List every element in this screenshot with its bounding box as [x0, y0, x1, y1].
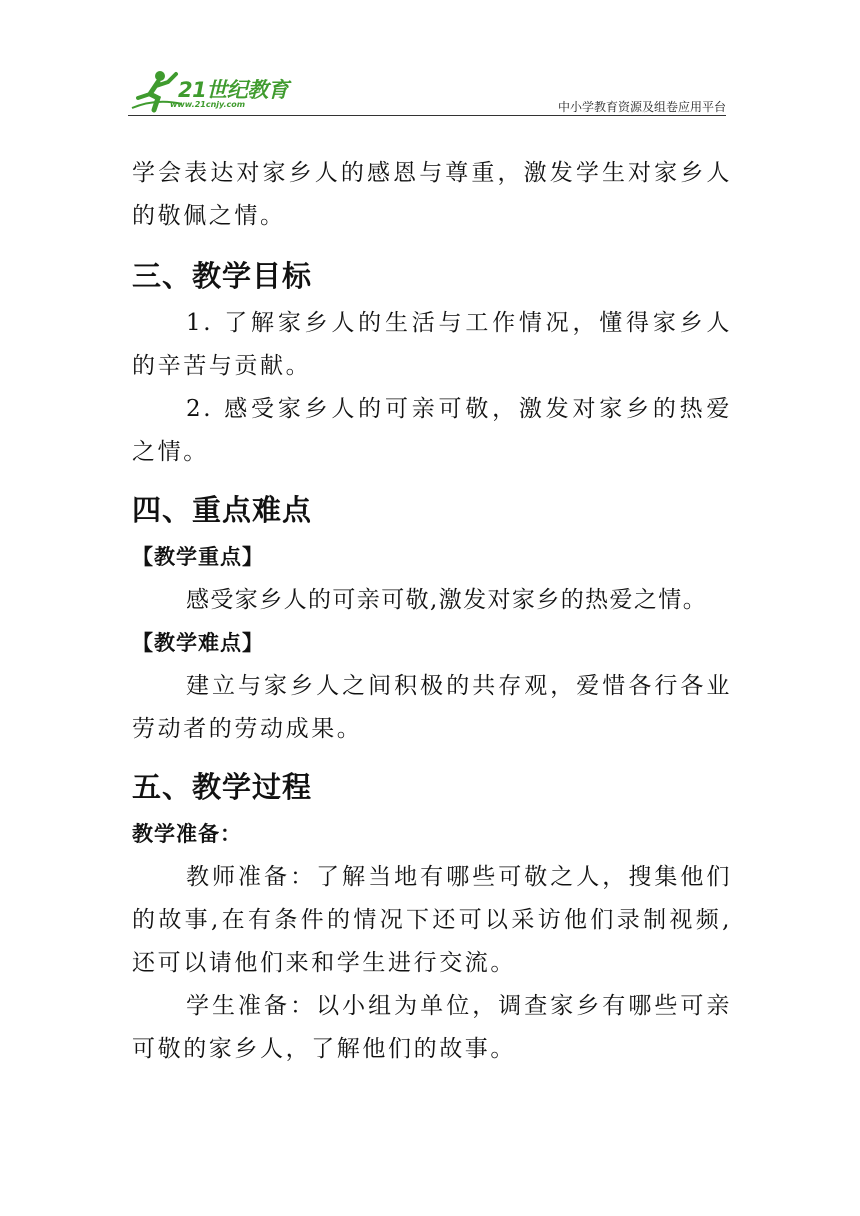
difficulty-text: 建立与家乡人之间积极的共存观，爱惜各行各业劳动者的劳动成果。 [132, 673, 732, 742]
page-header [128, 68, 726, 116]
student-prep: 学生准备：以小组为单位，调查家乡有哪些可亲可敬的家乡人，了解他们的故事。 [132, 993, 732, 1062]
objective-item-2: 2. 感受家乡人的可亲可敬，激发对家乡的热爱之情。 [132, 396, 732, 465]
logo-text: 21世纪教育 [178, 78, 289, 102]
intro-paragraph: 学会表达对家乡人的感恩与尊重，激发学生对家乡人的敬佩之情。 [132, 160, 732, 229]
section-heading-objectives: 三、教学目标 [132, 259, 313, 293]
site-logo [128, 68, 298, 114]
logo-url: www.21cnjy.com [170, 100, 246, 109]
section-heading-key-points: 四、重点难点 [132, 493, 313, 527]
objective-item-1: 1. 了解家乡人的生活与工作情况，懂得家乡人的辛苦与贡献。 [132, 310, 732, 379]
document-body [132, 152, 732, 1071]
header-divider [128, 115, 726, 116]
prep-label: 教学准备： [132, 822, 242, 846]
platform-name: 中小学教育资源及组卷应用平台 [557, 100, 726, 114]
section-heading-process: 五、教学过程 [132, 770, 313, 804]
focus-label: 【教学重点】 [132, 545, 264, 569]
focus-text: 感受家乡人的可亲可敬,激发对家乡的热爱之情。 [186, 587, 708, 613]
difficulty-label: 【教学难点】 [132, 631, 264, 655]
teacher-prep: 教师准备：了解当地有哪些可敬之人，搜集他们的故事,在有条件的情况下还可以采访他们录制视频,还可以请他们来和学生进行交流。 [132, 864, 732, 976]
